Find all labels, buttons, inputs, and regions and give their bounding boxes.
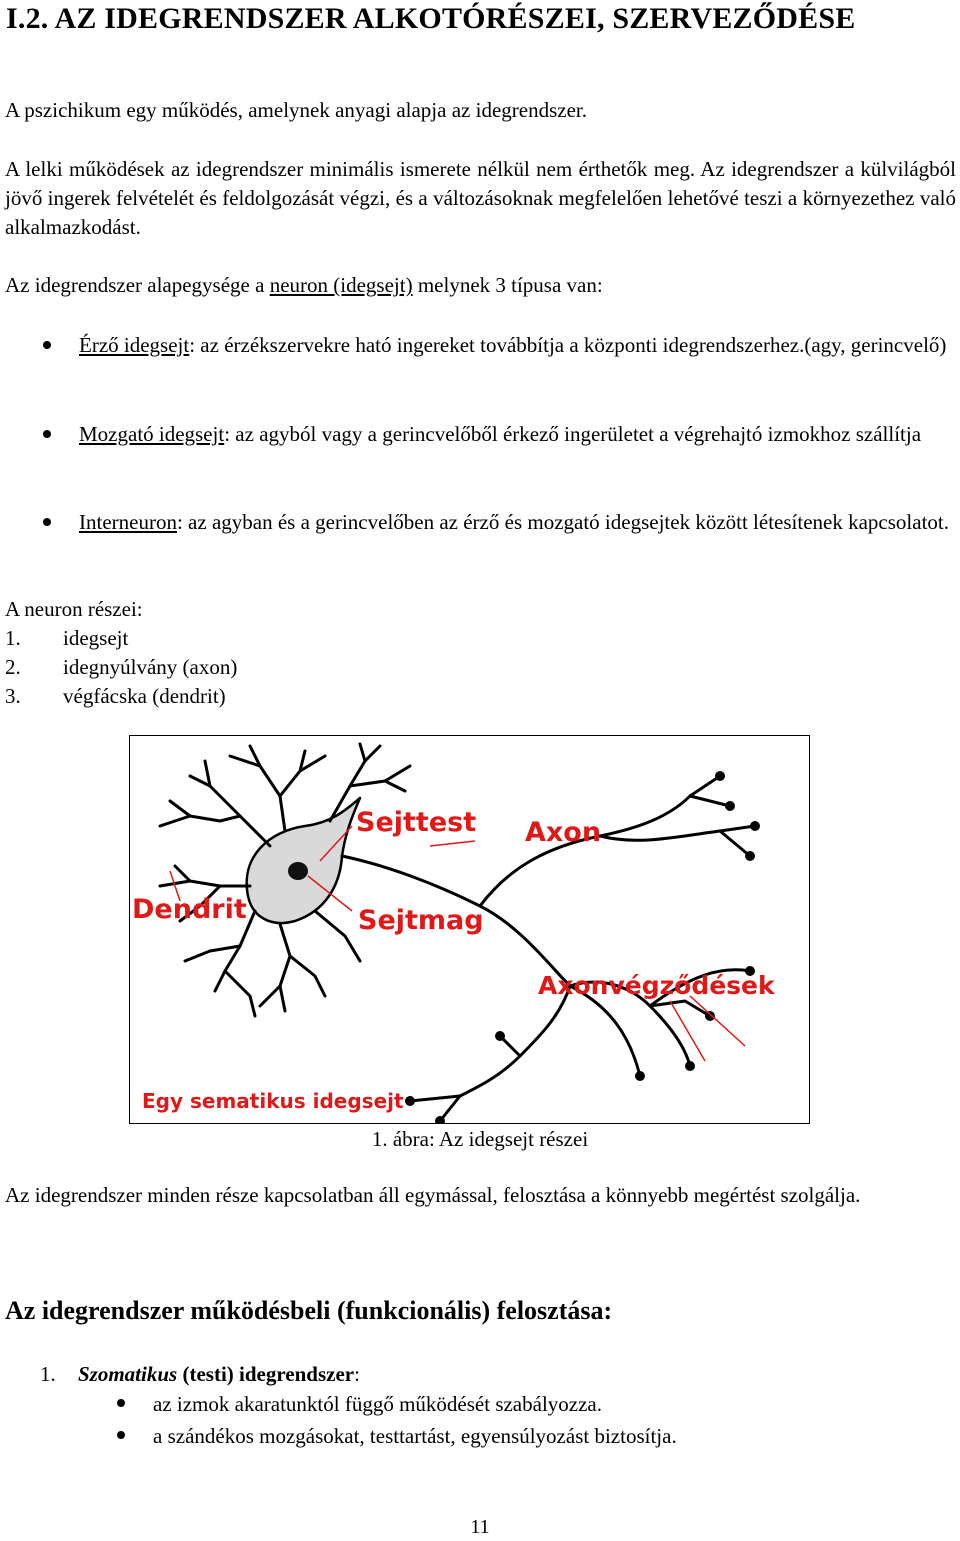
somatic-bullet-2: a szándékos mozgásokat, testtartást, egyensúlyozást biztosítja. xyxy=(153,1424,677,1448)
page-heading: I.2. AZ IDEGRENDSZER ALKOTÓRÉSZEI, SZERVEZŐDÉSE xyxy=(6,2,856,35)
label-axonvegzodesek: Axonvégződések xyxy=(538,971,775,1000)
label-sejtmag: Sejtmag xyxy=(358,905,484,936)
parts-item xyxy=(5,624,128,653)
parts-item xyxy=(5,682,226,711)
figure-caption: 1. ábra: Az idegsejt részei xyxy=(371,1127,589,1151)
somatic-rest: (testi) idegrendszer xyxy=(177,1362,355,1386)
list-item-interneuron xyxy=(79,508,956,537)
parts-item xyxy=(5,653,237,682)
neuron-definition-before: Az idegrendszer alapegysége a xyxy=(5,273,270,297)
parts-num: 1. xyxy=(5,626,21,650)
bullet-dot xyxy=(43,430,51,438)
parts-text: végfácska (dendrit) xyxy=(63,684,226,708)
intro-paragraph-2: A lelki működések az idegrendszer minimális ismerete nélkül nem érthetők meg. Az idegrendszer a külvilágból jövő ingerek felvételét és feldolgozását végzi, és a változásoknak megfelelően lehetővé teszi a környezethez való alkalmazkodást. xyxy=(5,157,956,239)
list-item-term: Mozgató idegsejt xyxy=(79,422,225,446)
list-item-text: : az agyban és a gerincvelőben az érző és mozgató idegsejtek között létesítenek kapcsolatot. xyxy=(176,510,949,534)
figure-labels xyxy=(132,807,776,1113)
neuron-term: neuron (idegsejt) xyxy=(269,273,413,297)
page-number: 11 xyxy=(470,1516,490,1538)
neuron-definition-after: melynek 3 típusa van: xyxy=(412,273,603,297)
bullet-dot xyxy=(43,341,51,349)
paragraph-after-figure: Az idegrendszer minden része kapcsolatban áll egymással, felosztása a könnyebb megértést szolgálja. xyxy=(5,1183,861,1207)
intro-paragraph-1: A pszichikum egy működés, amelynek anyagi alapja az idegrendszer. xyxy=(5,98,587,122)
parts-title: A neuron részei: xyxy=(5,597,143,621)
somatic-colon: : xyxy=(354,1362,360,1386)
list-item-term: Interneuron xyxy=(79,510,177,534)
somatic-num: 1. xyxy=(40,1362,56,1386)
nucleus xyxy=(288,862,308,880)
section-heading: Az idegrendszer működésbeli (funkcionális) felosztása: xyxy=(5,1296,613,1325)
neuron-diagram xyxy=(129,735,810,1124)
bullet-dot xyxy=(43,518,51,526)
list-item-mozgato xyxy=(79,420,956,449)
bullet-dot xyxy=(117,1399,125,1407)
parts-text: idegnyúlvány (axon) xyxy=(63,655,238,679)
neuron-definition xyxy=(5,271,956,300)
parts-num: 3. xyxy=(5,684,21,708)
somatic-bullet-1: az izmok akaratunktól függő működését szabályozza. xyxy=(153,1392,602,1416)
list-item-term: Érző idegsejt xyxy=(79,333,190,357)
neuron-illustration xyxy=(130,736,809,1123)
parts-num: 2. xyxy=(5,655,21,679)
bullet-dot xyxy=(117,1431,125,1439)
label-figure-title: Egy sematikus idegsejt xyxy=(142,1089,404,1113)
list-item-text: : az érzékszervekre ható ingereket továbbítja a központi idegrendszerhez.(agy, gerincvelő) xyxy=(189,333,947,357)
somatic-term: Szomatikus xyxy=(78,1362,178,1386)
label-sejttest: Sejttest xyxy=(356,807,477,838)
label-axon: Axon xyxy=(525,817,602,848)
label-dendrit: Dendrit xyxy=(132,894,247,925)
list-item-text: : az agyból vagy a gerincvelőből érkező ingerületet a végrehajtó izmokhoz szállítja xyxy=(224,422,922,446)
parts-text: idegsejt xyxy=(63,626,129,650)
list-item-erzo xyxy=(79,331,956,360)
somatic-item xyxy=(40,1360,360,1389)
